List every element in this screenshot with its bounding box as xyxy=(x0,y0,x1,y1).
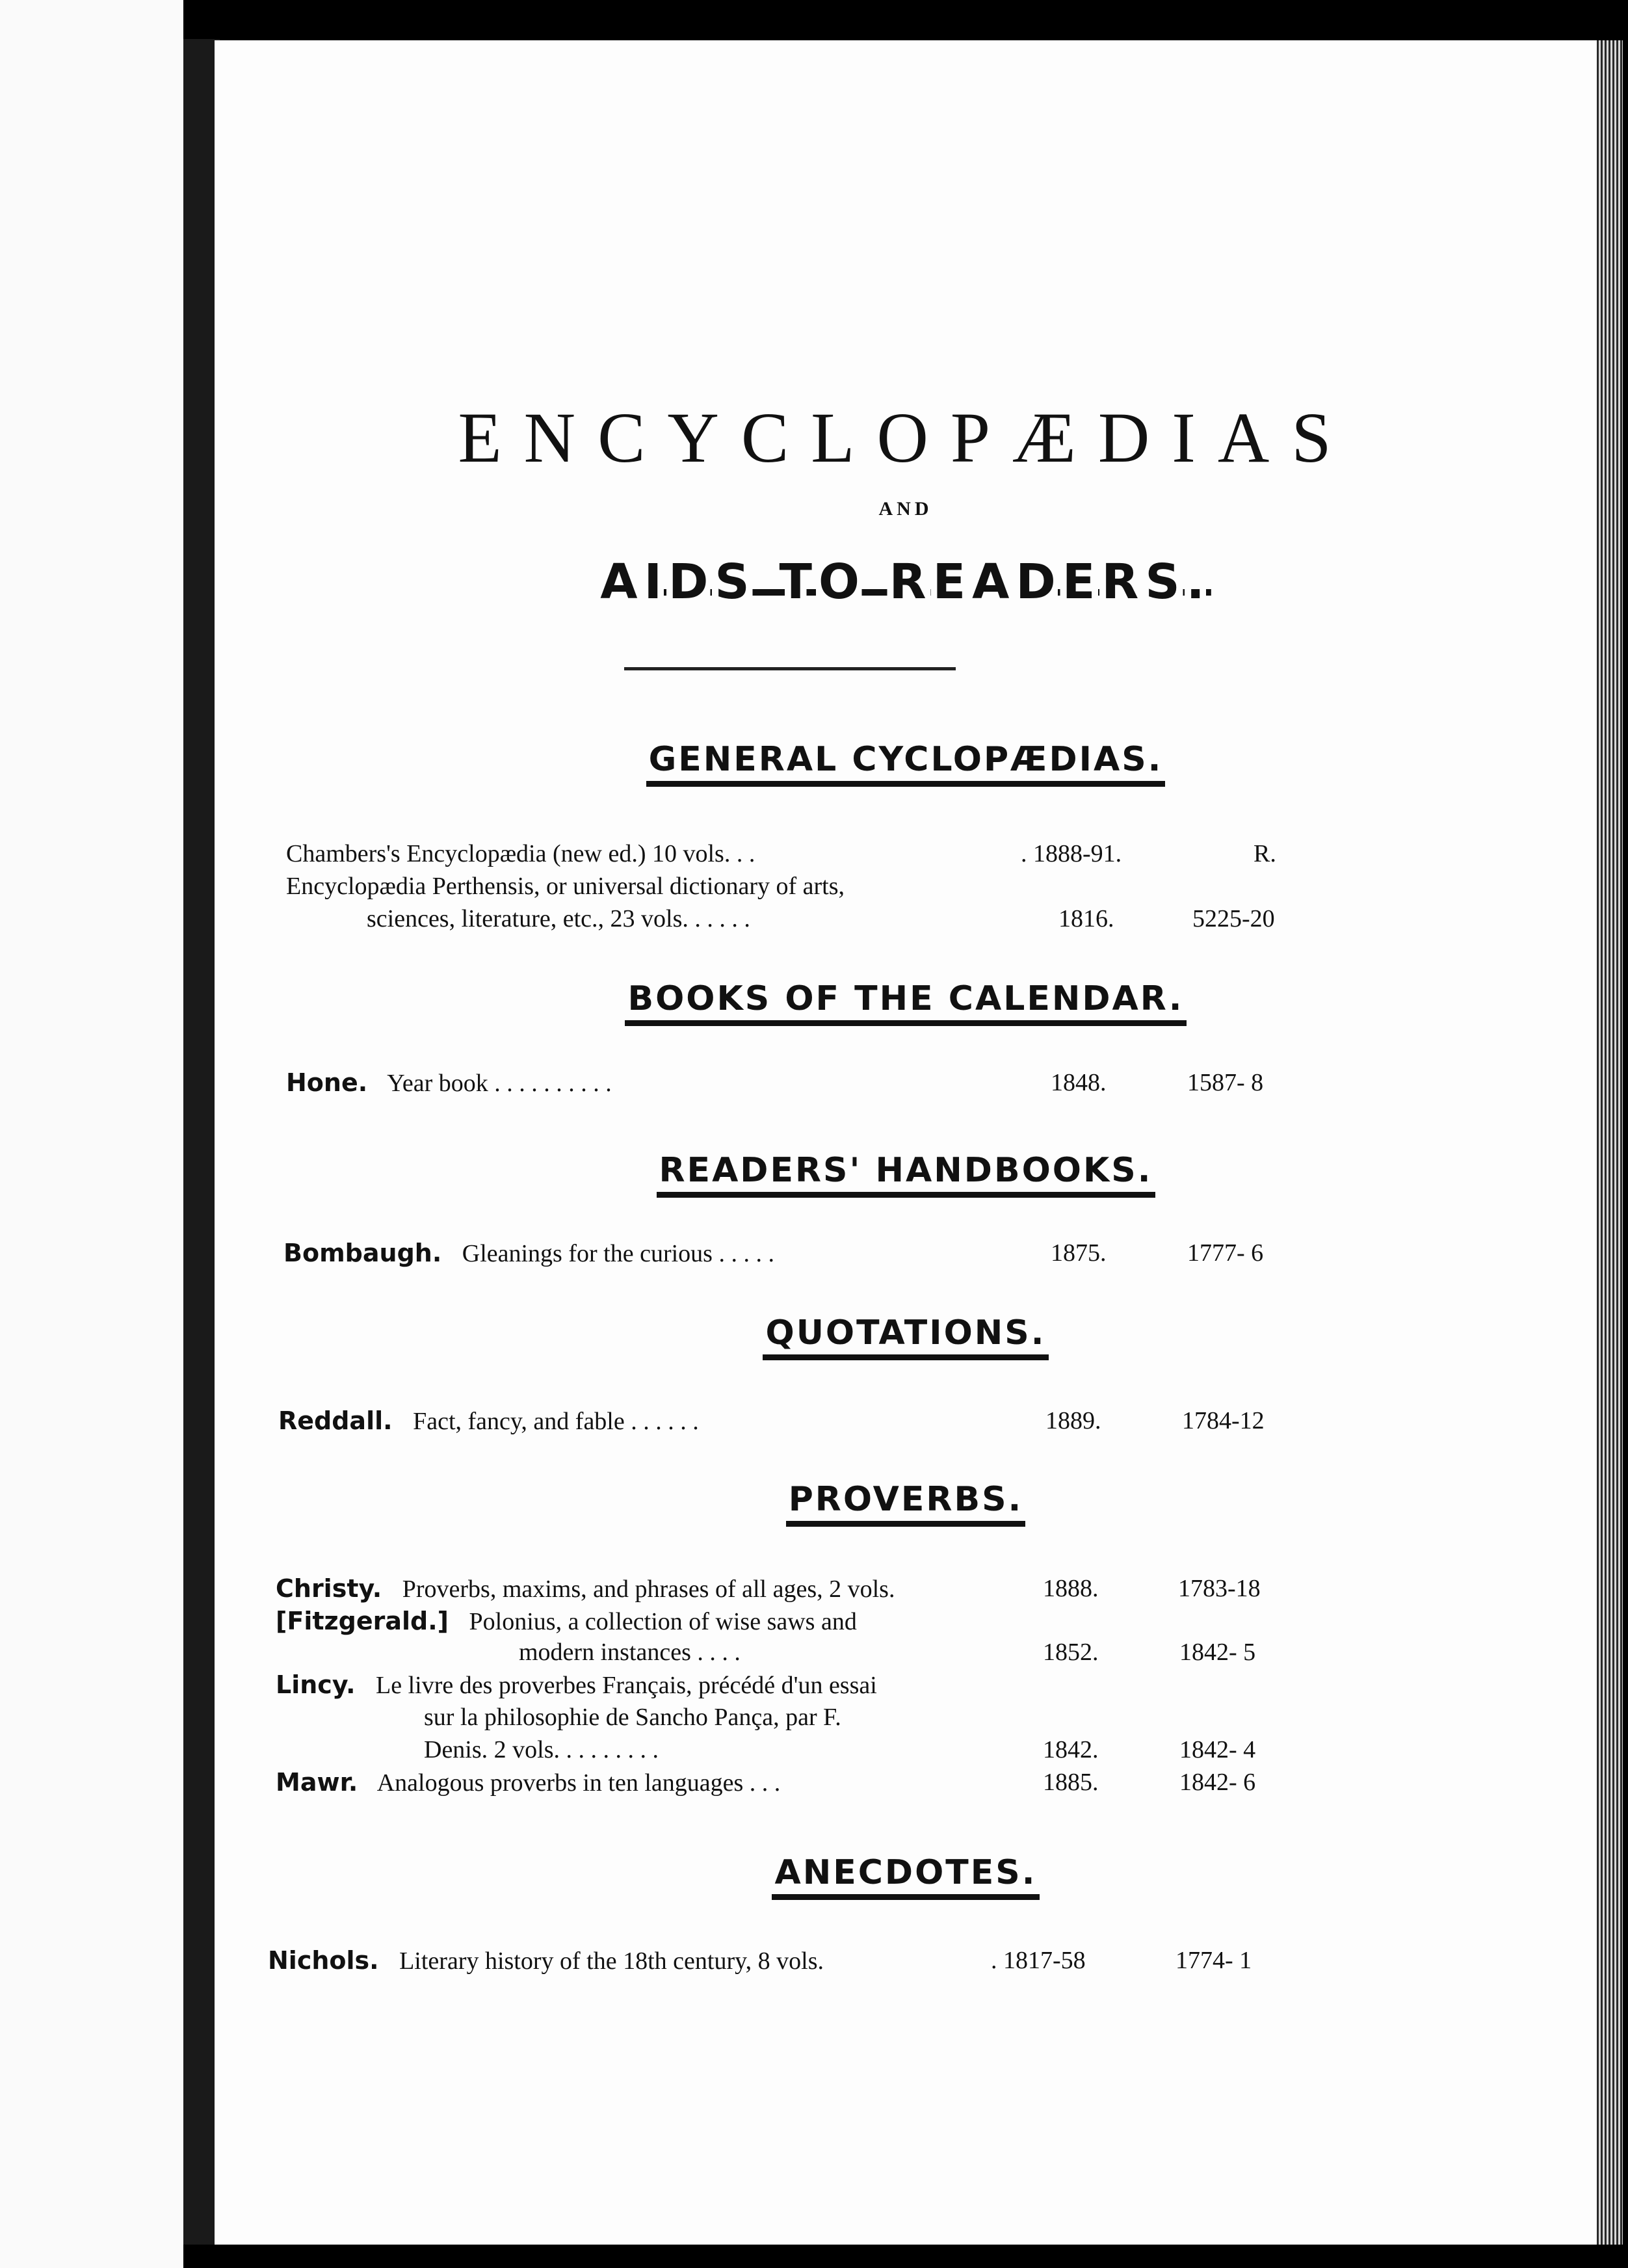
section-heading-quotations: QUOTATIONS. xyxy=(215,1313,1597,1360)
entry-title: Denis. 2 vols. . . . . . . . . xyxy=(424,1736,659,1763)
entry-row xyxy=(283,1237,1324,1270)
entry-title: Chambers's Encyclopædia (new ed.) 10 vols. . . xyxy=(286,840,755,867)
entry-date: 1889. xyxy=(1045,1407,1101,1434)
entry-shelfmark: 1784-12 xyxy=(1182,1407,1265,1434)
entry-title: Literary history of the 18th century, 8 vols. xyxy=(399,1947,824,1975)
entry-date: 1888. xyxy=(1043,1575,1099,1602)
entry-title: sciences, literature, etc., 23 vols. . . . . . xyxy=(367,905,750,932)
entry-shelfmark: 1842- 5 xyxy=(1179,1639,1256,1666)
entry-date: 1852. xyxy=(1043,1639,1099,1666)
entry-author: Christy. xyxy=(276,1574,382,1603)
entry-row xyxy=(286,870,1326,903)
scan-frame xyxy=(183,2245,1628,2268)
section-heading-general: GENERAL CYCLOPÆDIAS. xyxy=(215,740,1597,787)
left-page-edge xyxy=(0,0,183,2268)
entry-row xyxy=(286,837,1326,870)
entry-date: . 1888-91. xyxy=(1021,840,1122,867)
entry-author: [Fitzgerald.] xyxy=(276,1607,449,1635)
entry-title: Analogous proverbs in ten languages . . . xyxy=(376,1769,781,1797)
entry-row xyxy=(276,1766,1316,1799)
entry-row xyxy=(276,1668,1316,1702)
entry-author: Bombaugh. xyxy=(283,1239,442,1267)
divider-rule xyxy=(624,667,956,670)
entry-title: Polonius, a collection of wise saws and xyxy=(469,1608,857,1635)
entry-author: Hone. xyxy=(286,1068,368,1097)
entry-shelfmark: 1842- 6 xyxy=(1179,1769,1256,1796)
page-paper xyxy=(215,40,1597,2245)
title-conjunction: AND xyxy=(878,498,933,520)
section-heading-proverbs: PROVERBS. xyxy=(215,1480,1597,1527)
entry-shelfmark: R. xyxy=(1254,840,1276,867)
entry-title: Encyclopædia Perthensis, or universal dictionary of arts, xyxy=(286,873,845,900)
entry-shelfmark: 1842- 4 xyxy=(1179,1736,1256,1763)
entry-shelfmark: 1774- 1 xyxy=(1175,1947,1252,1974)
page-subtitle: AIDS TO READERS. xyxy=(600,554,1211,610)
entry-author: Mawr. xyxy=(276,1768,358,1797)
entry-date: 1848. xyxy=(1051,1069,1107,1096)
entry-row xyxy=(268,1944,1308,1977)
entry-title: Year book . . . . . . . . . . xyxy=(387,1070,612,1097)
entry-row xyxy=(286,903,1326,935)
entry-shelfmark: 1587- 8 xyxy=(1187,1069,1264,1096)
entry-row xyxy=(276,1636,1316,1668)
entry-date: 1842. xyxy=(1043,1736,1099,1763)
entry-row xyxy=(276,1572,1316,1605)
section-heading-handbooks: READERS' HANDBOOKS. xyxy=(215,1151,1597,1198)
entry-author: Lincy. xyxy=(276,1670,356,1699)
entry-title: sur la philosophie de Sancho Pança, par F. xyxy=(424,1704,841,1731)
entry-date: . 1817-58 xyxy=(991,1947,1086,1974)
entry-row xyxy=(278,1404,1319,1438)
entry-date: 1816. xyxy=(1058,905,1114,932)
entry-date: 1885. xyxy=(1043,1769,1099,1796)
page-title: ENCYCLOPÆDIAS xyxy=(458,398,1354,477)
entry-row xyxy=(286,1066,1326,1100)
section-heading-calendar: BOOKS OF THE CALENDAR. xyxy=(215,979,1597,1026)
entry-shelfmark: 5225-20 xyxy=(1192,905,1275,932)
entry-title: modern instances . . . . xyxy=(519,1639,741,1666)
entry-title: Gleanings for the curious . . . . . xyxy=(462,1240,774,1267)
entry-shelfmark: 1783-18 xyxy=(1178,1575,1261,1602)
entry-title: Proverbs, maxims, and phrases of all ages, 2 vols. xyxy=(402,1576,895,1603)
entry-row xyxy=(276,1701,1316,1734)
entry-author: Reddall. xyxy=(278,1406,393,1435)
entry-date: 1875. xyxy=(1051,1239,1107,1267)
entry-title: Fact, fancy, and fable . . . . . . xyxy=(413,1408,699,1435)
entry-row xyxy=(276,1605,1316,1638)
page-stack-edge xyxy=(1597,40,1623,2245)
entry-row xyxy=(276,1734,1316,1766)
entry-title: Le livre des proverbes Français, précédé d'un essai xyxy=(376,1672,877,1699)
entry-shelfmark: 1777- 6 xyxy=(1187,1239,1264,1267)
section-heading-anecdotes: ANECDOTES. xyxy=(215,1853,1597,1900)
entry-author: Nichols. xyxy=(268,1946,379,1975)
